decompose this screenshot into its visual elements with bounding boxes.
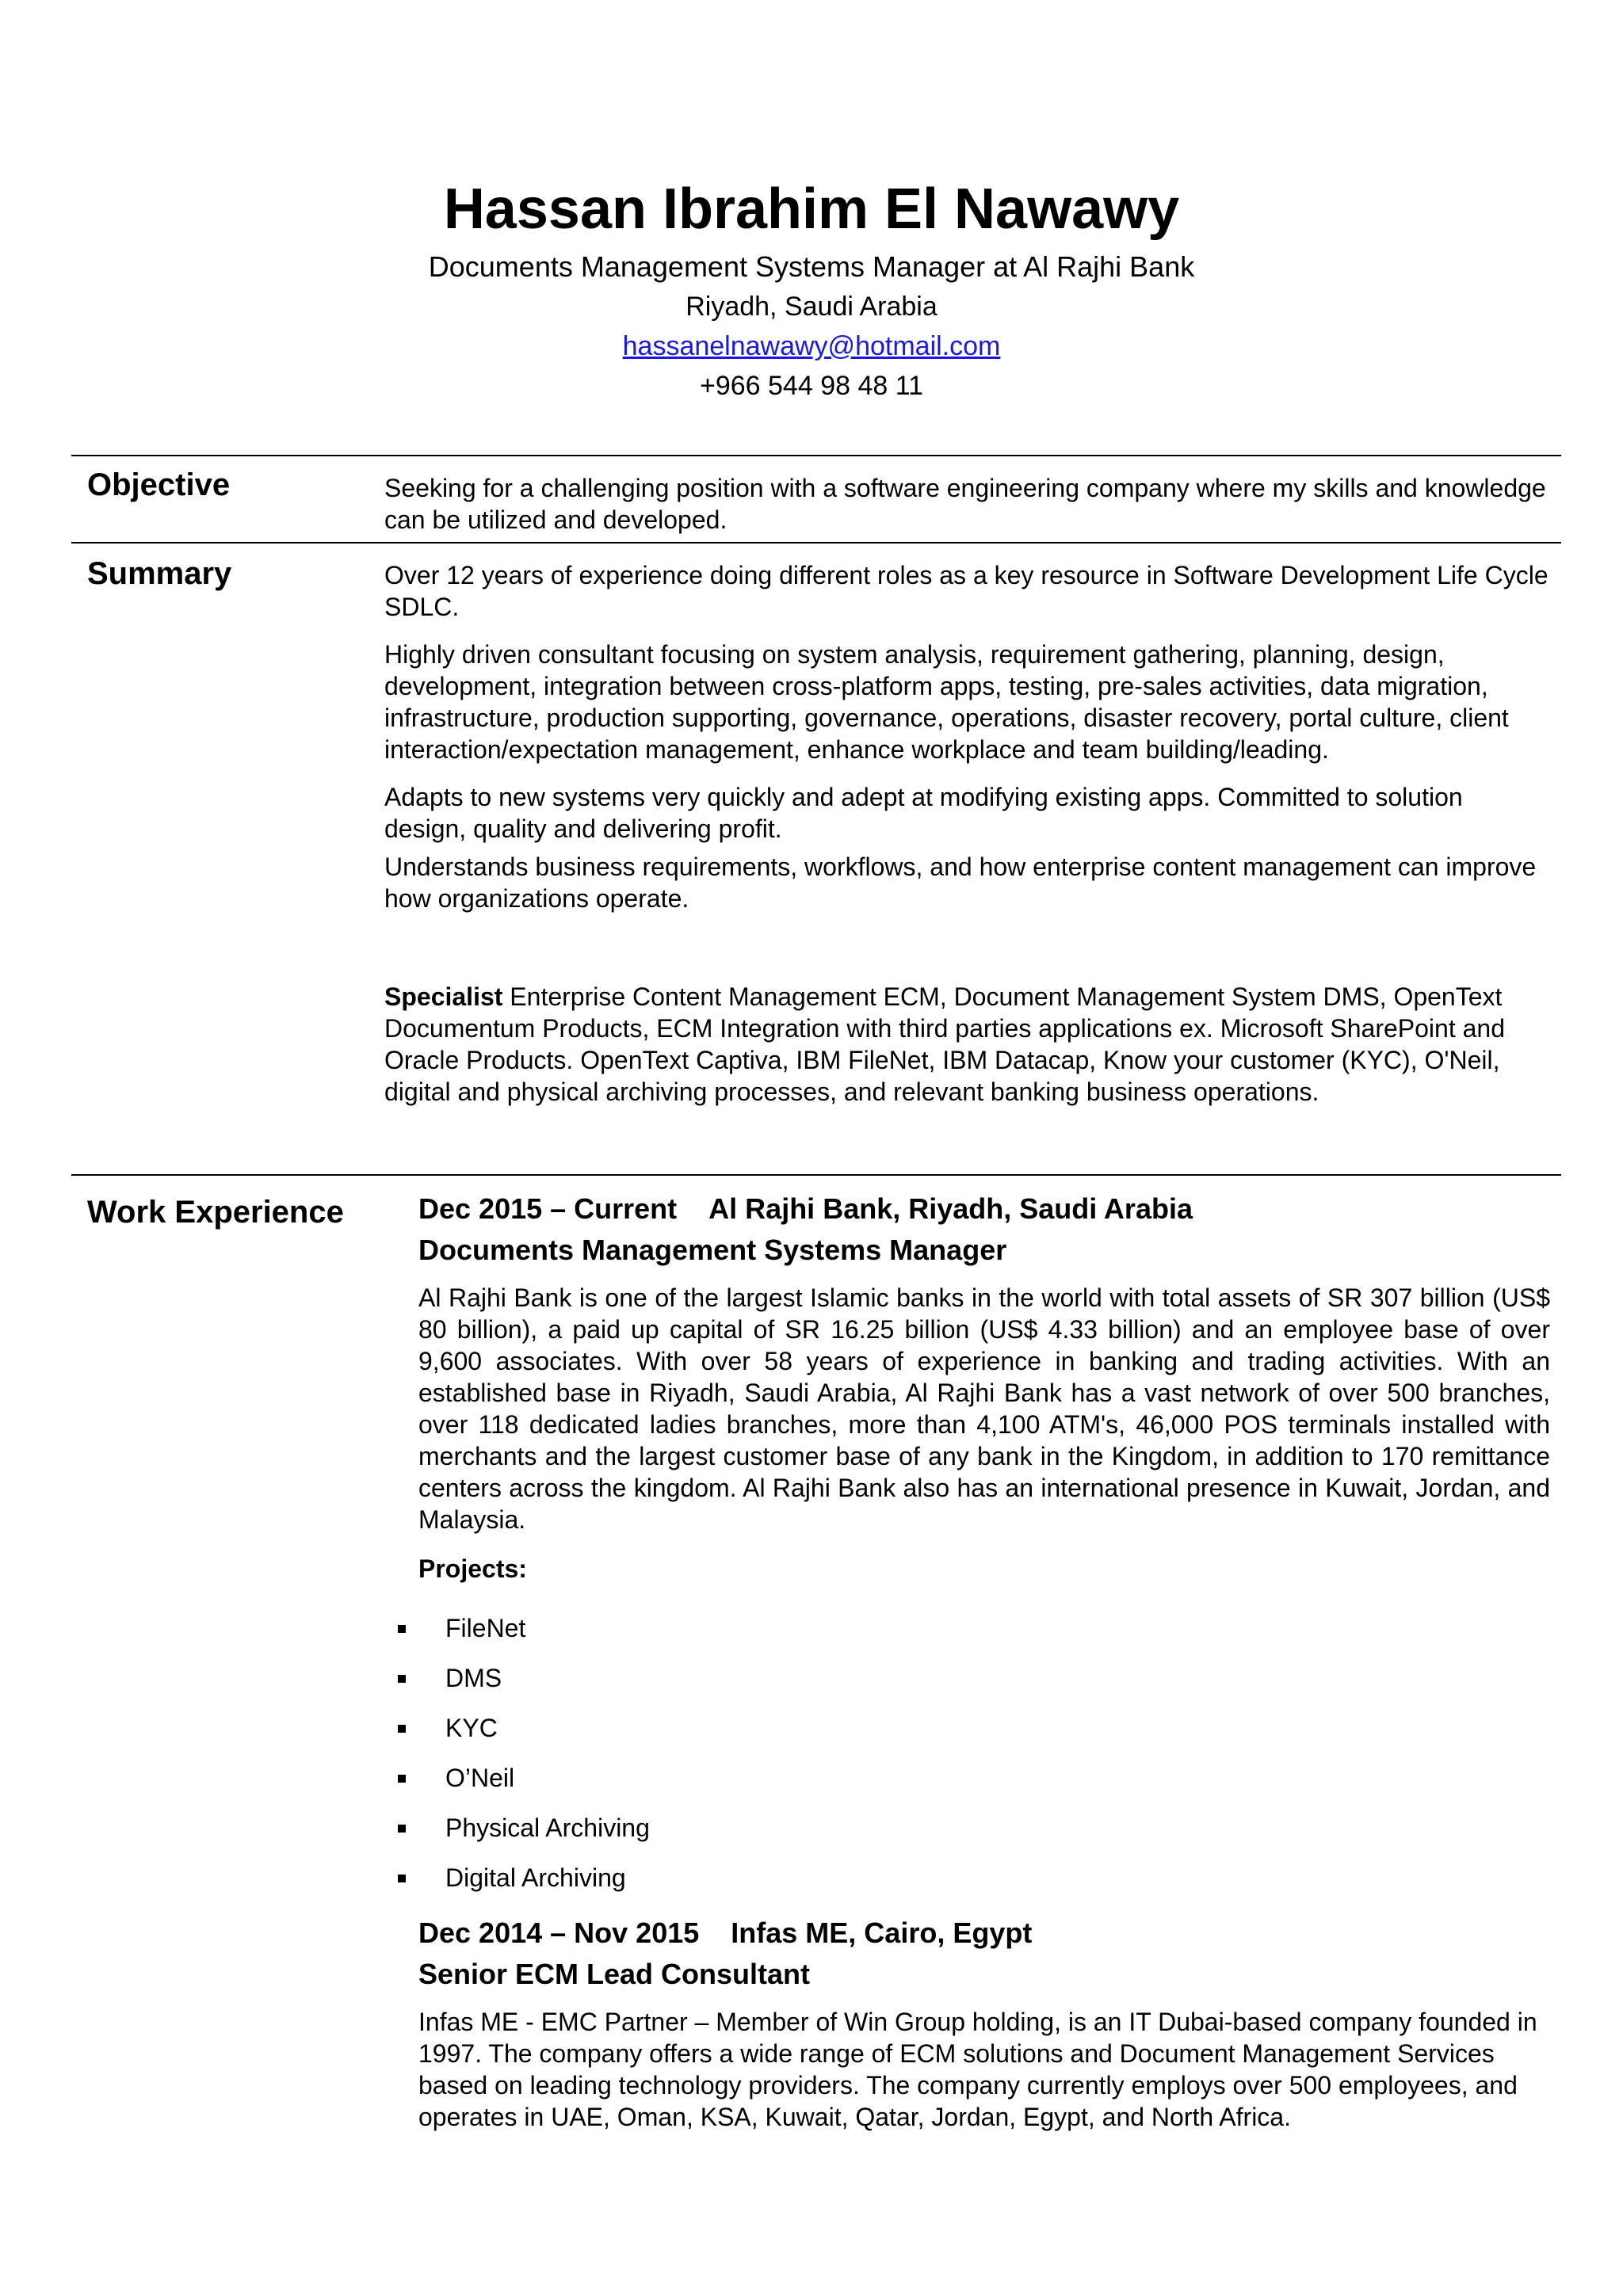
work-experience-label: Work Experience (87, 1195, 344, 1230)
job-description: Infas ME - EMC Partner – Member of Win Group holding, is an IT Dubai-based company founded in 1997. The company offers a wide range of ECM solutions and Document Management Services based on leading technology providers. The company currently employs over 500 employees, and operates in UAE, Oman, KSA, Kuwait, Qatar, Jordan, Egypt, and North Africa. (418, 2008, 1537, 2131)
objective-label: Objective (87, 467, 231, 502)
objective-text: Seeking for a challenging position with a software engineering company where my skills and knowledge can be utilized and developed. (384, 474, 1546, 534)
specialist-paragraph (384, 981, 1549, 1108)
section-divider (71, 455, 1561, 456)
candidate-title: Documents Management Systems Manager at Al Rajhi Bank (428, 250, 1195, 283)
email-link[interactable]: hassanelnawawy@hotmail.com (622, 331, 1001, 361)
summary-label: Summary (87, 556, 232, 591)
candidate-location: Riyadh, Saudi Arabia (685, 292, 938, 322)
job-dates: Dec 2015 – Current (418, 1192, 678, 1225)
objective-section (384, 472, 1549, 536)
job-entry (418, 1913, 1550, 2133)
section-divider (71, 1174, 1561, 1176)
projects-label: Projects: (418, 1554, 527, 1583)
candidate-name: Hassan Ibrahim El Nawawy (443, 177, 1180, 241)
phone-number: +966 544 98 48 11 (699, 371, 924, 401)
summary-paragraph: Adapts to new systems very quickly and adept at modifying existing apps. Committed to solution design, quality and delivering profit. (384, 783, 1463, 843)
job-entry (418, 1188, 1550, 1585)
job-heading (418, 1188, 1550, 1230)
job-heading (418, 1913, 1550, 1954)
job-company: Al Rajhi Bank, Riyadh, Saudi Arabia (708, 1192, 1193, 1225)
bullet-icon (398, 1775, 406, 1783)
job-dates: Dec 2014 – Nov 2015 (418, 1917, 700, 1949)
bullet-icon (398, 1675, 406, 1683)
section-divider (71, 542, 1561, 543)
summary-section (384, 559, 1549, 1108)
job-company: Infas ME, Cairo, Egypt (731, 1917, 1033, 1949)
bullet-icon (398, 1625, 406, 1633)
job-role: Documents Management Systems Manager (418, 1234, 1007, 1266)
summary-paragraph: Over 12 years of experience doing different roles as a key resource in Software Development Life Cycle SDLC. (384, 561, 1549, 621)
specialist-text: Enterprise Content Management ECM, Document Management System DMS, OpenText Documentum Products, ECM Integration with third parties applications ex. Microsoft SharePoint and Oracle Products. OpenText Captiva, IBM FileNet, IBM Datacap, Know your customer (KYC), O'Neil, digital and physical archiving processes, and relevant banking business operations. (384, 982, 1505, 1106)
bullet-icon (398, 1875, 406, 1882)
bullet-icon (398, 1825, 406, 1833)
bullet-icon (398, 1725, 406, 1733)
job-role: Senior ECM Lead Consultant (418, 1958, 811, 1990)
specialist-label: Specialist (384, 982, 503, 1011)
summary-paragraph: Highly driven consultant focusing on system analysis, requirement gathering, planning, design, development, integration between cross-platform apps, testing, pre-sales activities, data migration, infrastructure, production supporting, governance, operations, disaster recovery, portal culture, client interaction/expectation management, enhance workplace and team building/leading. (384, 640, 1509, 764)
job-description: Al Rajhi Bank is one of the largest Islamic banks in the world with total assets of SR 307 billion (US$ 80 billion), a paid up capital of SR 16.25 billion (US$ 4.33 billion) and an employee base of over 9,600 associates. With over 58 years of experience in banking and trading activities. With an established base in Riyadh, Saudi Arabia, Al Rajhi Bank has a vast network of over 500 branches, over 118 dedicated ladies branches, more than 4,100 ATM's, 46,000 POS terminals installed with merchants and the largest customer base of any bank in the Kingdom, in addition to 170 remittance centers across the kingdom. Al Rajhi Bank also has an international presence in Kuwait, Jordan, and Malaysia. (418, 1283, 1550, 1534)
resume-header (0, 176, 1623, 406)
summary-paragraph: Understands business requirements, workflows, and how enterprise content management can improve how organizations operate. (384, 852, 1537, 913)
